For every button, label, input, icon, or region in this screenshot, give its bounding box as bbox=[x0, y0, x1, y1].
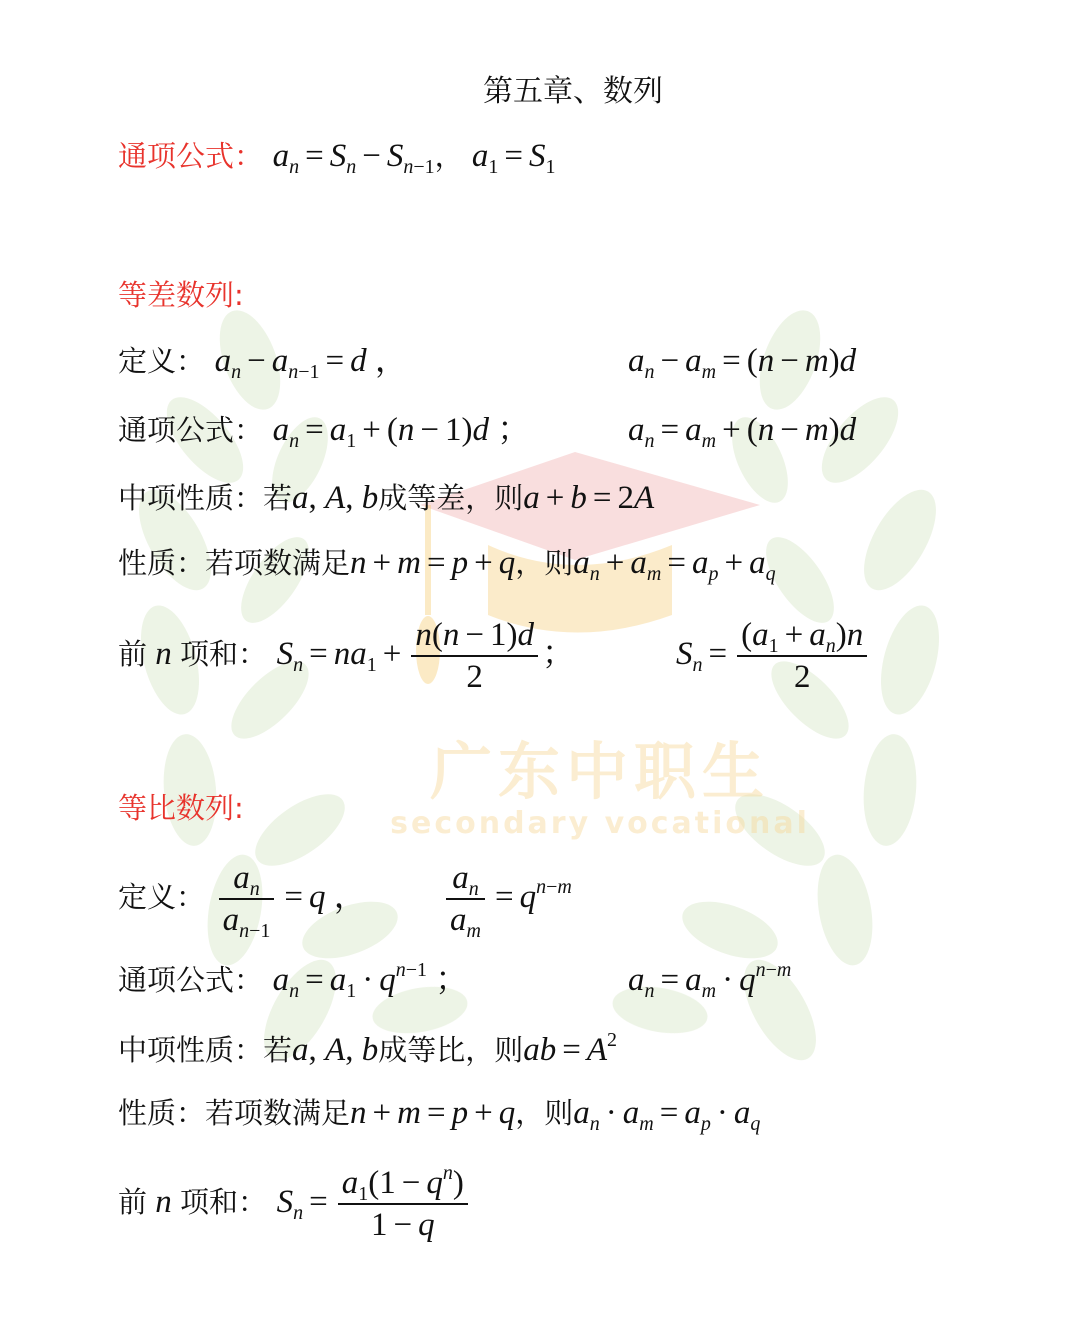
arith-sum-line: 前 n 项和： $S_n = na_1$ + $\frac{n(n - 1)d}{2}$ ； bbox=[118, 617, 575, 696]
arith-sum-label-2: 项和： bbox=[180, 637, 268, 671]
geo-gen-line bbox=[118, 960, 468, 1001]
arith-prop-line: 性质：若项数满足n + m = p + q，则$a_n + a_m = a_p + a_q$ bbox=[118, 545, 776, 585]
geo-prop-formula: $a_n \cdot a_m = a_p \cdot a_q$ bbox=[573, 1095, 761, 1135]
geo-mid-line: 中项性质：若a, A, b成等比，则ab = $A^2$ bbox=[118, 1029, 618, 1068]
geo-sum-label-2: 项和： bbox=[180, 1185, 268, 1219]
geo-sum-formula: $S_n$ = $\frac{a_1(1 - q^n)}{1 - q}$ bbox=[277, 1184, 472, 1220]
arith-heading bbox=[118, 275, 244, 316]
arith-def-label: 定义： bbox=[118, 344, 206, 378]
arith-def-1: $a_n - a_{n-1} = d$ ， bbox=[214, 343, 408, 383]
geo-def-1: $\frac{a_n}{a_{n-1}}$ = q ， bbox=[215, 879, 367, 915]
geo-prop-label: 性质： bbox=[118, 1096, 206, 1130]
geo-sum-line: 前 n 项和： $S_n$ = $\frac{a_1(1 - q^n)}{1 - q}$ bbox=[118, 1160, 472, 1245]
geo-def-line bbox=[118, 855, 367, 943]
geo-heading-text: 等比数列: bbox=[118, 791, 244, 825]
arith-prop-text-2: ，则 bbox=[515, 546, 574, 580]
geo-mid-label: 中项性质： bbox=[118, 1033, 264, 1067]
geo-gen-label: 通项公式： bbox=[118, 963, 264, 997]
watermark-en-text: secondary vocational bbox=[390, 806, 810, 841]
arith-gen-line bbox=[118, 410, 530, 451]
arith-sum-1: $S_n = na_1$ + $\frac{n(n - 1)d}{2}$ ； bbox=[276, 617, 575, 696]
geo-gen-2: $a_n = a_m \cdot q^{n-m}$ bbox=[628, 959, 792, 1002]
geo-gen-1: $a_n = a_1 \cdot q^{n-1}$ ； bbox=[272, 959, 469, 1002]
geo-mid-text-1: 若 bbox=[263, 1033, 293, 1067]
arith-gen-label: 通项公式： bbox=[118, 413, 264, 447]
geo-def-2: $\frac{a_n}{a_m}$ = $q^{n-m}$ bbox=[442, 855, 572, 940]
arith-mid-formula: a + b = 2A bbox=[523, 480, 655, 516]
geo-prop-text-2: ，则 bbox=[515, 1096, 574, 1130]
geo-sum-label-1: 前 bbox=[118, 1185, 148, 1219]
arith-mid-line: 中项性质：若a, A, b成等差，则a + b = 2A bbox=[118, 480, 655, 516]
arith-prop-text-1: 若项数满足 bbox=[205, 546, 351, 580]
arith-prop-formula: $a_n + a_m = a_p + a_q$ bbox=[573, 545, 776, 585]
page-title: 第五章、数列 bbox=[483, 74, 663, 109]
arith-heading-text: 等差数列: bbox=[118, 278, 244, 312]
arith-mid-label: 中项性质： bbox=[118, 481, 264, 515]
arith-def-line bbox=[118, 341, 408, 382]
general-formula: $a_n = S_n - S_{n-1}$， $a_1 = S_1$ bbox=[272, 138, 556, 178]
geo-prop-text-1: 若项数满足 bbox=[205, 1096, 351, 1130]
arith-gen-1: $a_n = a_1 + (n - 1)d$ ； bbox=[272, 412, 531, 452]
arith-gen-2: $a_n = a_m + (n - m)d$ bbox=[628, 412, 857, 452]
arith-mid-text-2: 成等差，则 bbox=[378, 481, 524, 515]
geo-mid-text-2: 成等比，则 bbox=[378, 1033, 524, 1067]
general-formula-line bbox=[118, 136, 555, 177]
watermark-cn-text: 广东中职生 bbox=[429, 735, 770, 808]
geo-def-label: 定义： bbox=[118, 880, 206, 914]
geo-prop-line: 性质：若项数满足n + m = p + q，则$a_n \cdot a_m = a_p \cdot a_q$ bbox=[118, 1095, 761, 1135]
arith-sum-2: $S_n$ = $\frac{(a_1 + a_n)n}{2}$ bbox=[676, 612, 871, 697]
arith-def-2: $a_n - a_m = (n - m)d$ bbox=[628, 343, 857, 383]
arith-sum-label-1: 前 bbox=[118, 637, 148, 671]
geo-mid-formula: ab = $A^2$ bbox=[523, 1029, 618, 1068]
arith-mid-text-1: 若 bbox=[263, 481, 293, 515]
general-label: 通项公式： bbox=[118, 139, 264, 173]
arith-prop-label: 性质： bbox=[118, 546, 206, 580]
geo-heading bbox=[118, 788, 244, 829]
